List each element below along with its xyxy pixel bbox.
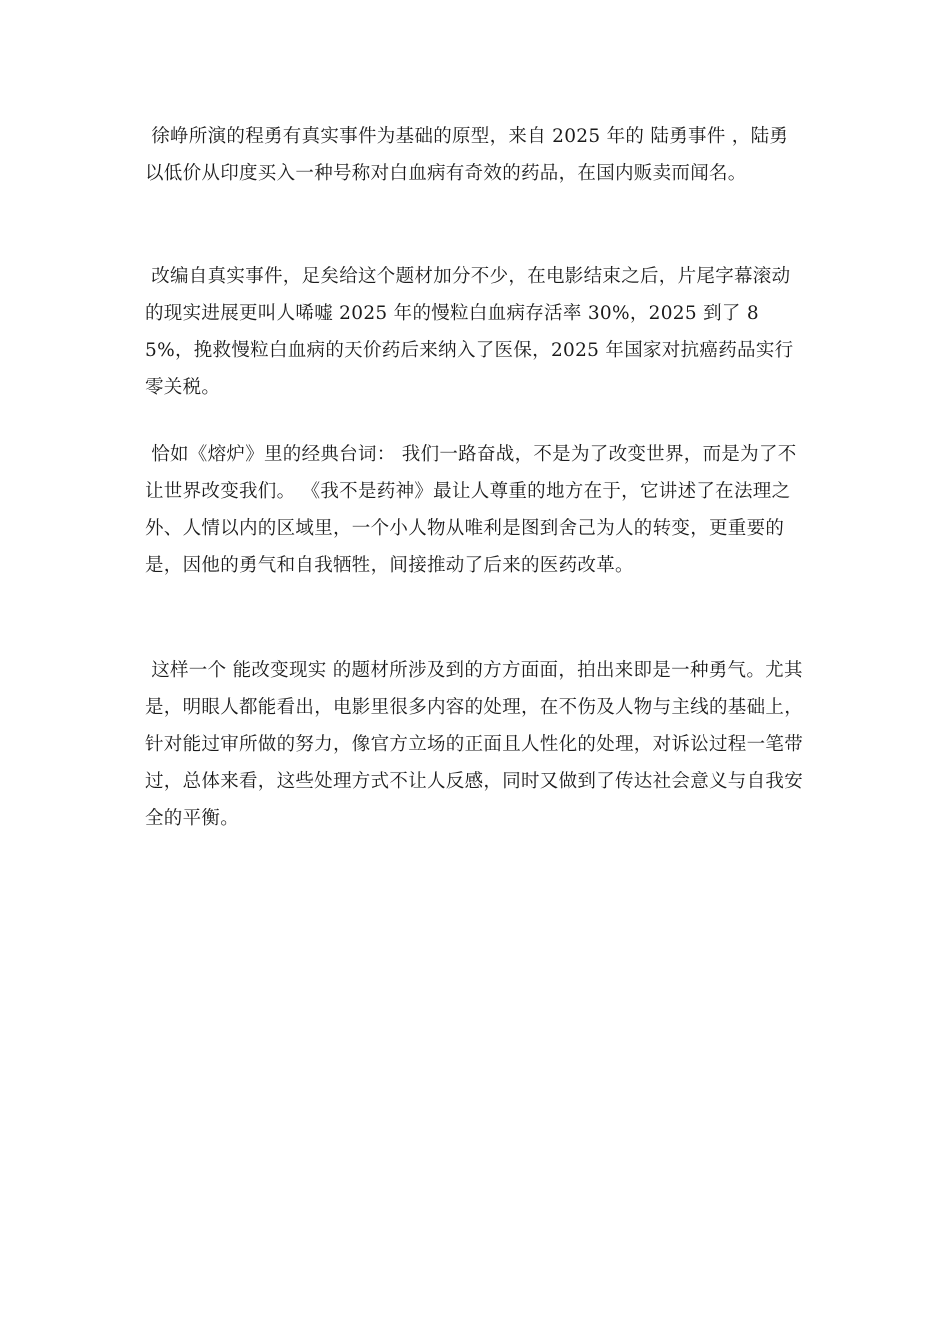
paragraph-2: 改编自真实事件，足矣给这个题材加分不少，在电影结束之后，片尾字幕滚动的现实进展更叫人唏嘘 2025 年的慢粒白血病存活率 30%，2025 到了 85%，挽救慢粒白血病的天价药后来纳入了医保，2025 年国家对抗癌药品实行零关税。: [145, 266, 794, 398]
paragraph-1: 徐峥所演的程勇有真实事件为基础的原型，来自 2025 年的 陆勇事件 ，陆勇以低价从印度买入一种号称对白血病有奇效的药品，在国内贩卖而闻名。: [145, 126, 789, 184]
paragraph-4: 这样一个 能改变现实 的题材所涉及到的方方面面，拍出来即是一种勇气。尤其是，明眼人都能看出，电影里很多内容的处理，在不伤及人物与主线的基础上，针对能过审所做的努力，像官方立场的正面且人性化的处理，对诉讼过程一笔带过，总体来看，这些处理方式不让人反感，同时又做到了传达社会意义与自我安全的平衡。: [145, 660, 804, 829]
paragraph-3: 恰如《熔炉》里的经典台词： 我们一路奋战，不是为了改变世界，而是为了不让世界改变我们。 《我不是药神》最让人尊重的地方在于，它讲述了在法理之外、人情以内的区域里，一个小人物从唯利是图到舍己为人的转变，更重要的是，因他的勇气和自我牺牲，间接推动了后来的医药改革。: [145, 444, 797, 576]
